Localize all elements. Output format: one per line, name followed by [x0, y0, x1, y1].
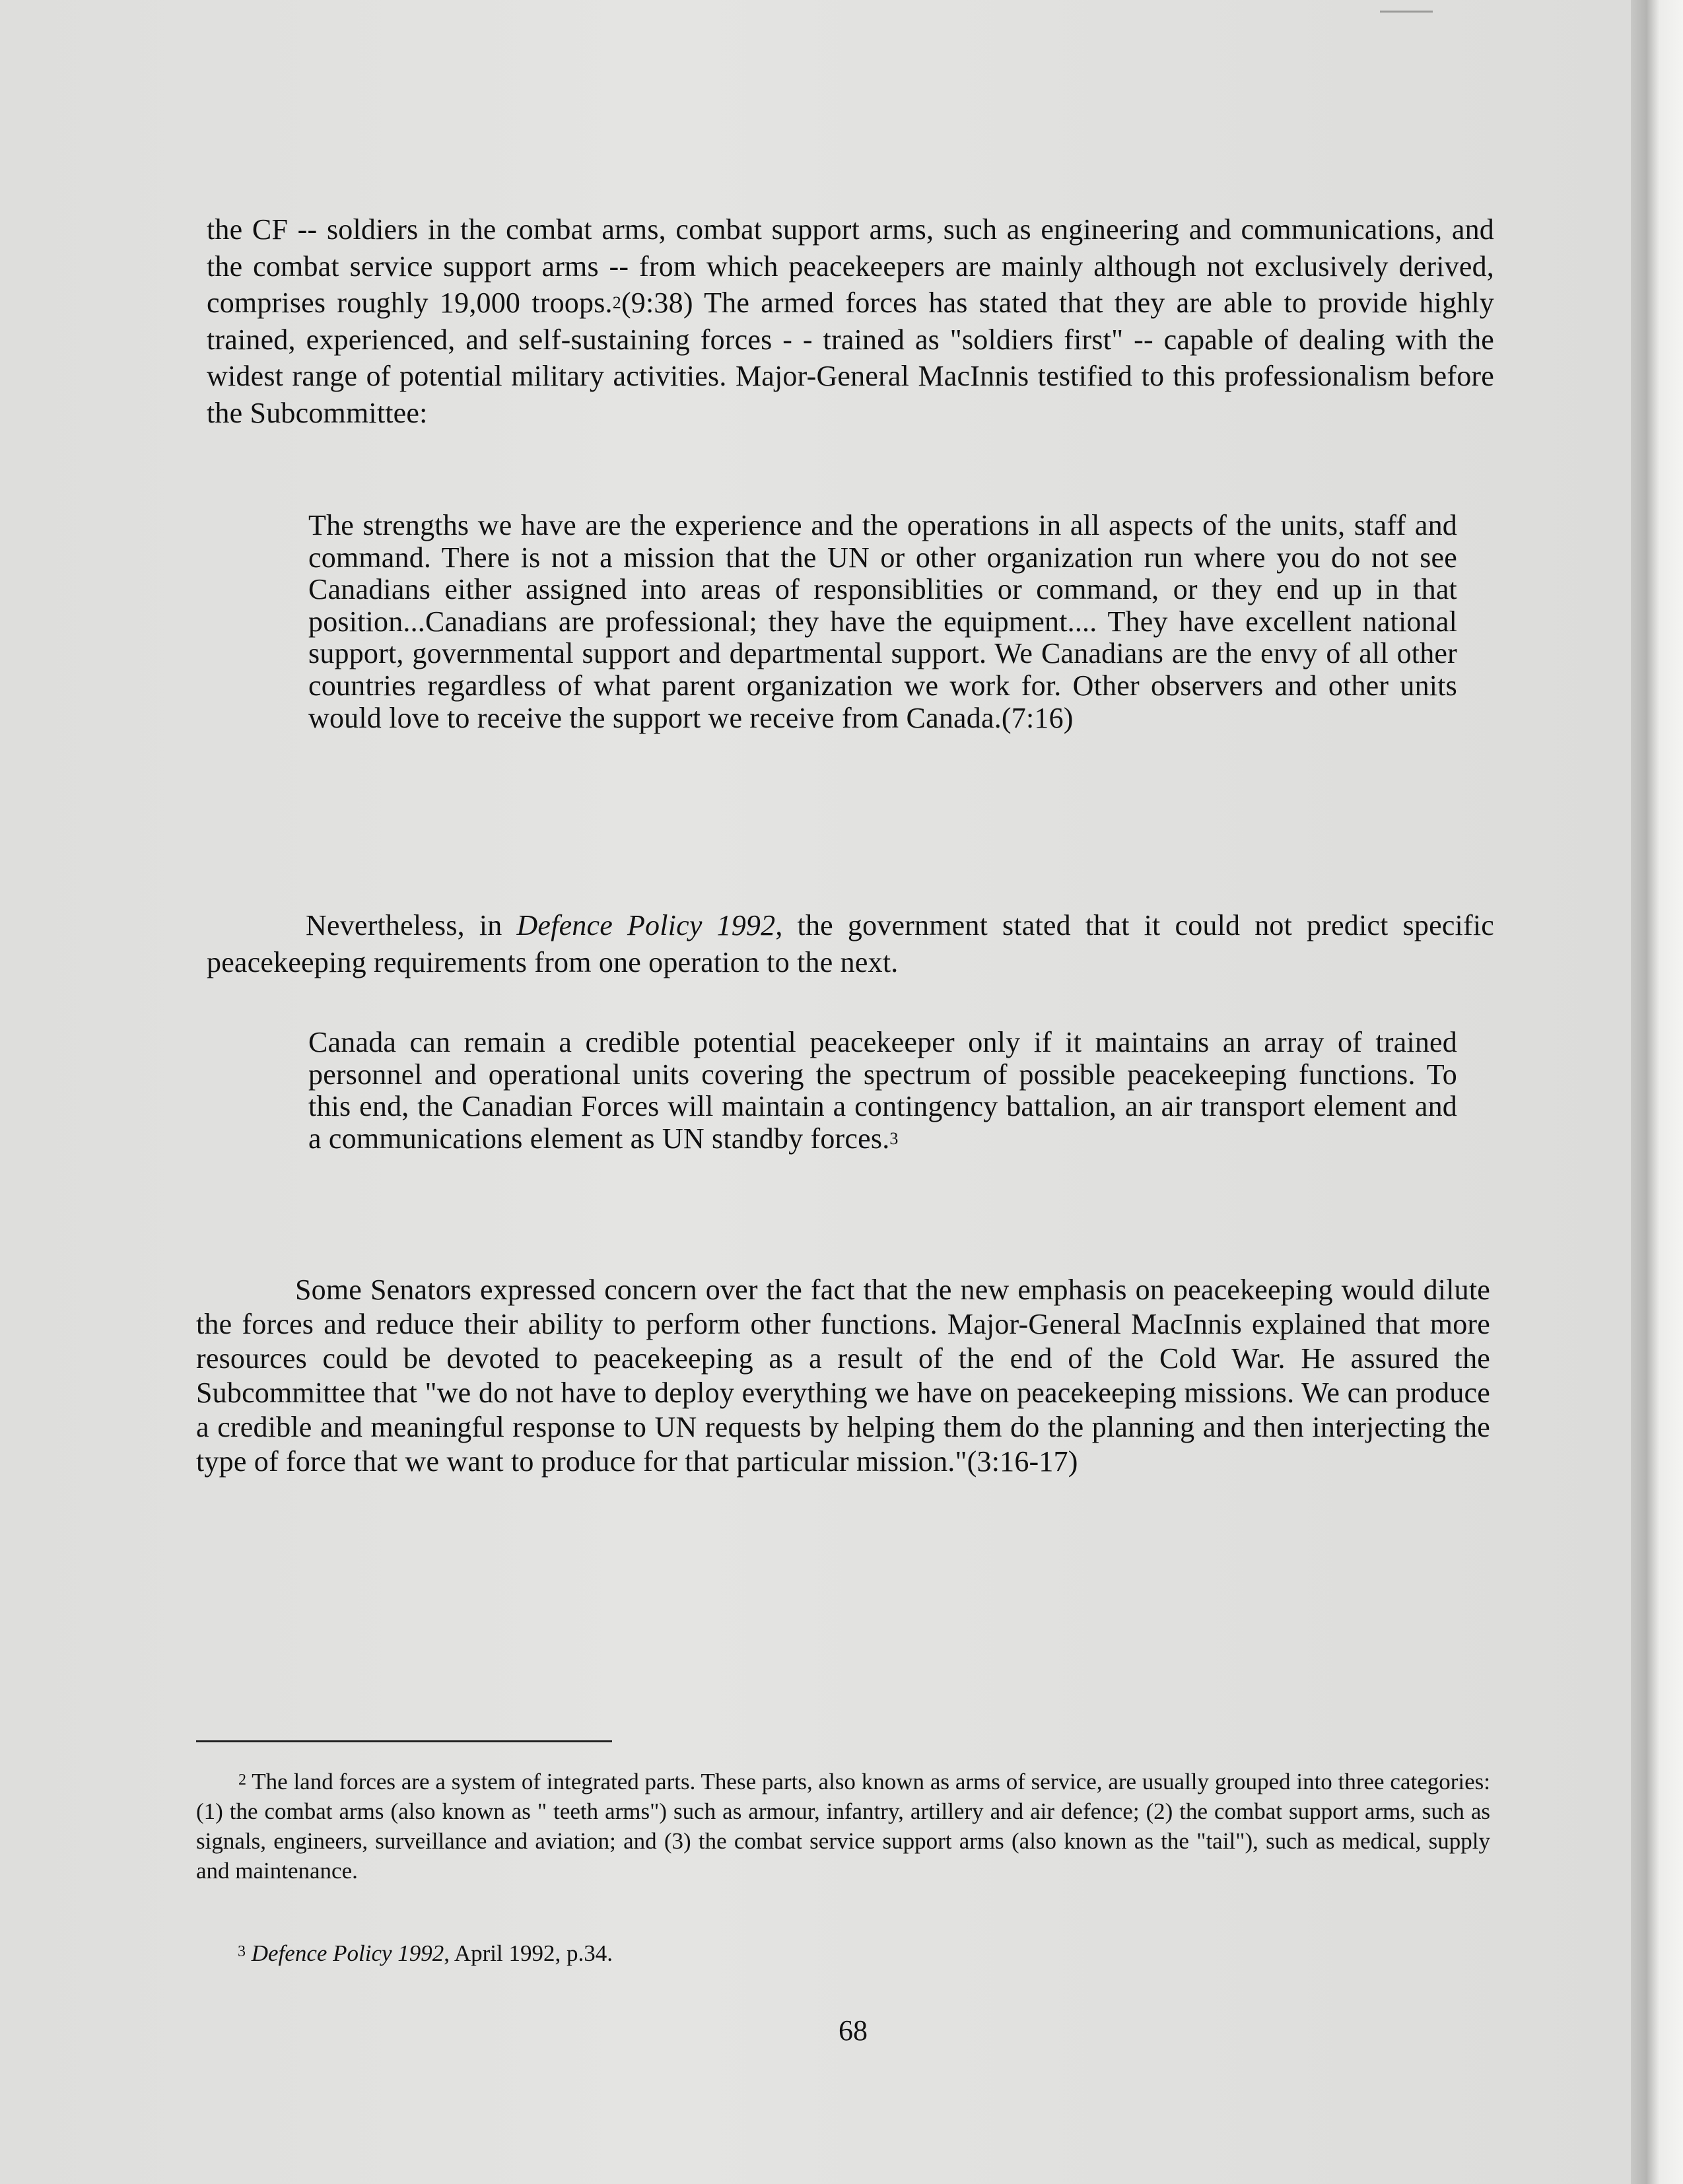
block-quote-1: The strengths we have are the experience and the operations in all aspects of the units, staff and command. There is not a mission that the UN or other organization run where you do not see Canadians either assigned into areas of responsiblities or command, or they end up in that position...Canadians are professional; they have the equipment.... They have excellent national support, governmental support and departmental support. We Canadians are the envy of all other countries regardless of what parent organization we work for. Other observers and other units would love to receive the support we receive from Canada.(7:16)	[308, 509, 1457, 734]
footnote-divider	[196, 1740, 612, 1742]
footnote-3-marker: 3	[238, 1943, 246, 1960]
quote-2-text: Canada can remain a credible potential peacekeeper only if it maintains an array of trained personnel and operational units covering the spectrum of possible peacekeeping functions. To this end, the Canadian Forces will maintain a contingency battalion, an air transport element and a communications element as UN standby forces.	[308, 1026, 1457, 1155]
block-quote-2	[308, 1027, 1457, 1155]
paragraph-2-end: , the government stated that it could not predict specific peacekeeping requirements from one operation to the next.	[207, 909, 1494, 978]
body-paragraph-2	[207, 907, 1494, 980]
footnote-2-marker: 2	[238, 1771, 246, 1789]
page-edge-shadow	[1631, 0, 1683, 2184]
footnote-3-text: , April 1992, p.34.	[444, 1940, 613, 1966]
body-paragraph-1	[207, 211, 1494, 431]
footnote-3	[238, 1938, 1030, 1968]
paragraph-1-after-note: (9:38) The armed forces has stated that they are able to provide highly trained, experienced, and self-sustaining forces - - trained as "soldiers first" -- capable of dealing with the widest range of potential military activities. Major-General MacInnis testified to this professionalism before the Subcommittee:	[207, 287, 1494, 429]
footnote-3-title: Defence Policy 1992	[251, 1940, 444, 1966]
footnote-ref-2: 2	[612, 293, 621, 312]
footnote-ref-3: 3	[889, 1128, 899, 1148]
paragraph-1-before-note: the CF -- soldiers in the combat arms, combat support arms, such as engineering and communications, and the combat service support arms -- from which peacekeepers are mainly although not exclusively derived, comprises roughly 19,000 troops.	[207, 213, 1494, 319]
paragraph-2-start: Nevertheless, in	[306, 909, 517, 941]
footnote-2-text: The land forces are a system of integrated parts. These parts, also known as arms of service, are usually grouped into three categories: (1) the combat arms (also known as " teeth arms") such as armour, infantry, artillery and air defence; (2) the combat support arms, such as signals, engineers, surveillance and aviation; and (3) the combat service support arms (also known as the "tail"), such as medical, supply and maintenance.	[196, 1769, 1490, 1884]
paragraph-3-text: Some Senators expressed concern over the fact that the new emphasis on peacekeeping would dilute the forces and reduce their ability to perform other functions. Major-General MacInnis explained that more resources could be devoted to peacekeeping as a result of the end of the Cold War. He assured the Subcommittee that "we do not have to deploy everything we have on peacekeeping missions. We can produce a credible and meaningful response to UN requests by helping them do the planning and then interjecting the type of force that we want to produce for that particular mission."(3:16-17)	[196, 1274, 1490, 1478]
scan-mark	[1380, 11, 1433, 13]
footnote-2	[196, 1767, 1490, 1886]
page-number: 68	[839, 2014, 868, 2047]
paragraph-2-title: Defence Policy 1992	[516, 909, 776, 941]
body-paragraph-3	[196, 1273, 1490, 1479]
